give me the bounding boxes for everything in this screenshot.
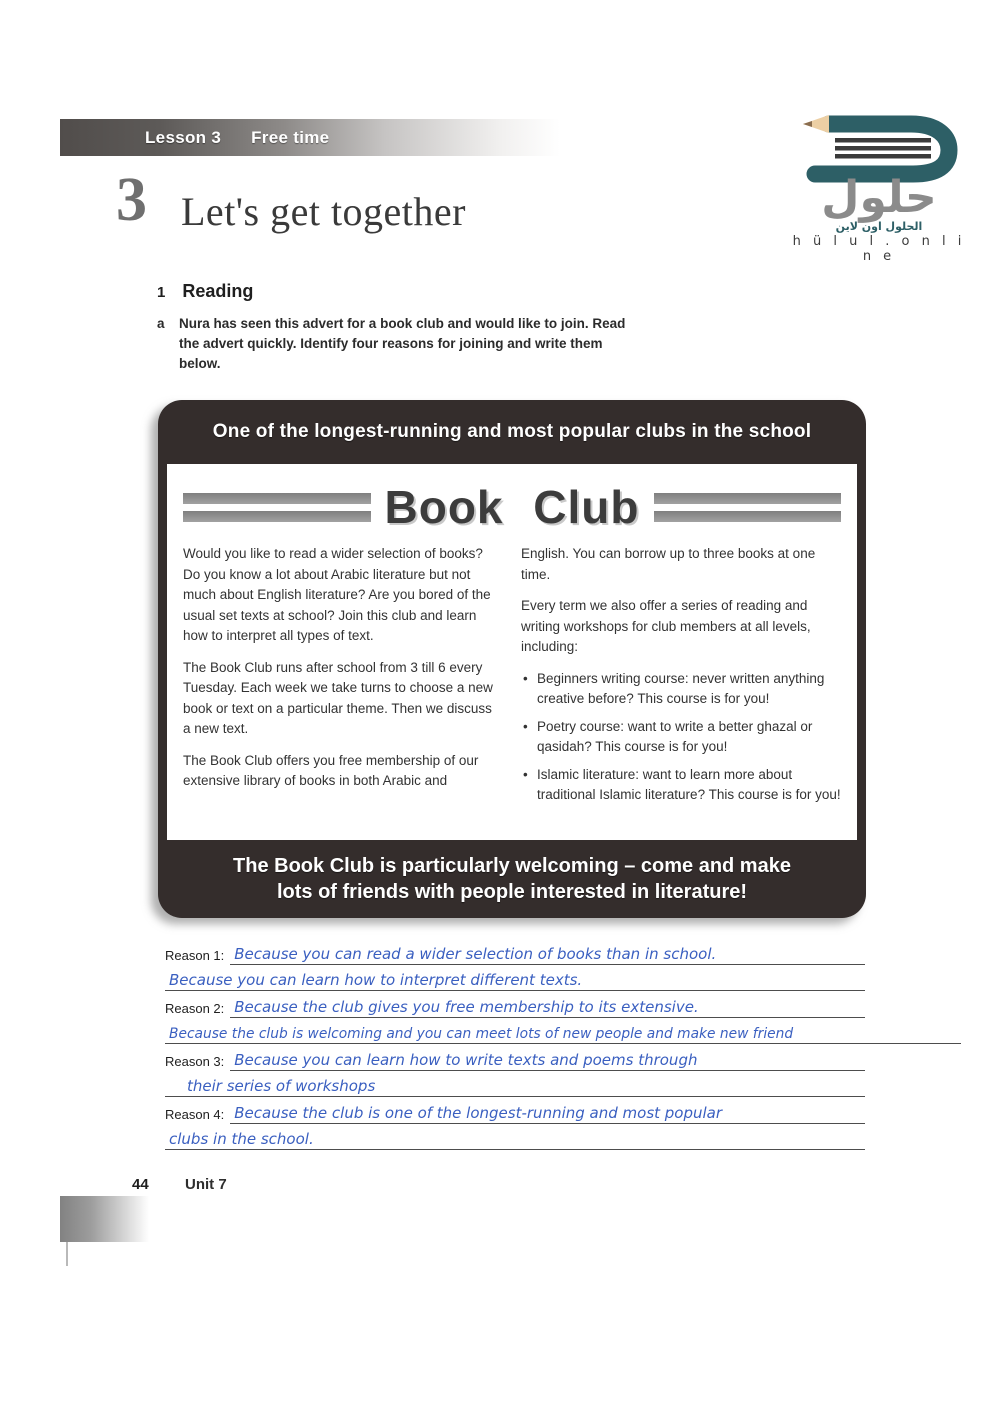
reason-3-label: Reason 3: <box>165 1053 225 1069</box>
reason-2-row2 <box>165 1018 961 1045</box>
advert-top-banner-text: One of the longest-running and most popular clubs in the school <box>212 421 812 442</box>
advert-columns <box>183 544 841 813</box>
page-number: 44 <box>132 1176 149 1193</box>
advert-body <box>167 464 857 840</box>
section-title: Reading <box>182 281 254 301</box>
section-number: 1 <box>157 284 166 301</box>
corner-gradient-decoration <box>60 1196 149 1242</box>
advert-paragraph: English. You can borrow up to three books at one time. <box>521 546 816 582</box>
advert-paragraph: Would you like to read a wider selection of books? Do you know a lot about Arabic literature but not much about English literature? Are you bored of the usual set texts at school? Join this club and learn how to interpret all types of text. <box>183 546 491 643</box>
advert-paragraph: Every term we also offer a series of reading and writing workshops for club members at all levels, including: <box>521 598 811 654</box>
reason-1-answer-line2: Because you can learn how to interpret different texts. <box>165 971 865 991</box>
advert-bullet: • Poetry course: want to write a better ghazal or qasidah? This course is for you! <box>521 717 841 758</box>
page-title: Let's get together <box>181 189 466 234</box>
advert-title: Book Club <box>384 481 640 533</box>
reason-4-row <box>165 1097 865 1124</box>
reason-1-row <box>165 938 865 965</box>
answers-section <box>165 938 865 1150</box>
left-stripes-icon <box>183 493 371 522</box>
reason-4-row2 <box>165 1124 865 1151</box>
lesson-topic-label: Free time <box>251 127 330 147</box>
unit-big-number: 3 <box>116 166 147 234</box>
reason-2-row <box>165 991 865 1018</box>
reason-4-answer-line1: Because the club is one of the longest-running and most popular <box>230 1104 865 1124</box>
book-club-advert <box>158 400 866 918</box>
reason-2-label: Reason 2: <box>165 1000 225 1016</box>
hulul-logo <box>786 110 972 264</box>
advert-titlebar <box>183 480 841 534</box>
lesson-banner <box>60 119 560 156</box>
reason-2-answer-line2: Because the club is welcoming and you can meet lots of new people and make new friend <box>165 1026 961 1044</box>
section-heading <box>157 281 253 302</box>
task-letter: a <box>157 316 165 331</box>
advert-paragraph: The Book Club runs after school from 3 till 6 every Tuesday. Each week we take turns to choose a new book or text on a particular theme. Then we discuss a new text. <box>183 659 493 736</box>
reason-2-answer-line1: Because the club gives you free membership to its extensive. <box>230 998 865 1018</box>
advert-bottom-banner <box>158 840 866 918</box>
advert-bullet: • Islamic literature: want to learn more about traditional Islamic literature? This course is for you! <box>521 765 841 806</box>
reason-4-answer-line2: clubs in the school. <box>165 1130 865 1150</box>
task-instruction <box>157 314 637 374</box>
logo-domain-text: h ü l u l . o n l i n e <box>792 234 966 264</box>
reason-1-answer-line1: Because you can read a wider selection of books than in school. <box>230 945 865 965</box>
advert-bottom-line1: The Book Club is particularly welcoming – come and make <box>233 855 791 877</box>
lesson-number-label: Lesson 3 <box>145 127 222 147</box>
reason-3-answer-line1: Because you can learn how to write texts and poems through <box>230 1051 865 1071</box>
logo-arabic-wordmark: حلول <box>821 172 937 223</box>
advert-bullet-list <box>521 669 841 806</box>
advert-top-banner <box>158 400 866 464</box>
advert-bullet: • Beginners writing course: never written anything creative before? This course is for you! <box>521 669 841 710</box>
reason-4-label: Reason 4: <box>165 1106 225 1122</box>
advert-left-column <box>183 544 503 813</box>
task-text: Nura has seen this advert for a book club and would like to join. Read the advert quickly. Identify four reasons for joining and write them below. <box>179 316 626 371</box>
reason-3-row2 <box>165 1071 865 1098</box>
advert-paragraph: The Book Club offers you free membership of our extensive library of books in both Arabic and <box>183 752 479 788</box>
reason-3-answer-line2: their series of workshops <box>165 1077 865 1097</box>
unit-label: Unit 7 <box>185 1176 227 1193</box>
advert-bottom-line2: lots of friends with people interested in literature! <box>276 881 748 903</box>
right-stripes-icon <box>654 493 842 522</box>
reason-1-label: Reason 1: <box>165 947 225 963</box>
logo-arabic-tagline: الحلول اون لاين <box>835 220 923 233</box>
reason-3-row <box>165 1044 865 1071</box>
advert-right-column <box>521 544 841 813</box>
corner-tick-mark <box>66 1242 68 1266</box>
reason-1-row2 <box>165 965 865 992</box>
